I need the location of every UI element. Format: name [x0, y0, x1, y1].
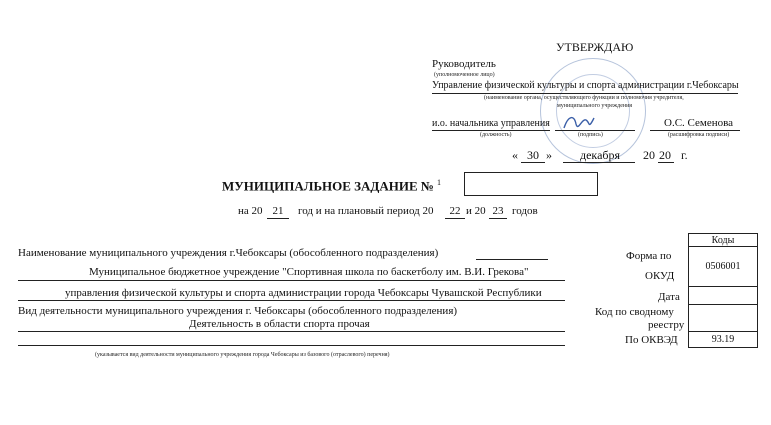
date-quote-open: «	[512, 148, 518, 162]
head-sublabel: (уполномоченное лицо)	[434, 72, 495, 78]
okved-label: По ОКВЭД	[625, 334, 678, 346]
date-month: декабря	[579, 148, 621, 162]
okud-value: 0506001	[688, 246, 758, 287]
form-label: Форма по	[626, 250, 672, 262]
document-title	[222, 178, 441, 194]
registry-label-1: Код по сводному	[595, 306, 674, 318]
period-year3: 23	[492, 205, 504, 217]
activity-value: Деятельность в области спорта прочая	[189, 318, 370, 330]
institution-department: управления физической культуры и спорта администрации города Чебоксары Чувашской Республики	[65, 287, 542, 299]
date-quote-close: »	[546, 148, 552, 162]
date-year-prefix: 20	[643, 148, 655, 162]
activity-note: (указывается вид деятельности муниципального учреждения города Чебоксары из базового (отраслевого) перечня)	[95, 352, 390, 358]
period-years: годов	[512, 205, 538, 217]
date-year-unit: г.	[681, 148, 688, 162]
registry-value	[688, 304, 758, 332]
title-footnote: 1	[436, 178, 441, 187]
position-sublabel: (должность)	[480, 132, 512, 138]
task-number-field[interactable]	[464, 172, 598, 196]
org-sublabel-1: (наименование органа, осуществляющего функции и полномочия учредителя,	[484, 95, 684, 101]
institution-name: Муниципальное бюджетное учреждение "Спортивная школа по баскетболу им. В.И. Грекова"	[89, 266, 529, 278]
head-label: Руководитель	[432, 58, 496, 70]
signer-name: О.С. Семенова	[664, 117, 734, 129]
position: и.о. начальника управления	[432, 118, 550, 129]
document-title-text: МУНИЦИПАЛЬНОЕ ЗАДАНИЕ №	[222, 178, 434, 194]
period-and: и 20	[466, 205, 486, 217]
date-year-suffix: 20	[659, 148, 671, 162]
org-name: Управление физической культуры и спорта администрации г.Чебоксары	[432, 80, 739, 91]
approve-title: УТВЕРЖДАЮ	[556, 40, 634, 54]
signature-sublabel: (подпись)	[578, 132, 603, 138]
date-day: 30	[527, 148, 539, 162]
period-mid: год и на плановый период 20	[298, 205, 434, 217]
okved-value: 93.19	[688, 331, 758, 348]
institution-label: Наименование муниципального учреждения г.Чебоксары (обособленного подразделения)	[18, 247, 439, 259]
period-on: на 20	[238, 205, 263, 217]
period-year2: 22	[449, 205, 461, 217]
okud-label: ОКУД	[645, 270, 675, 282]
registry-label-2: реестру	[648, 319, 685, 331]
date-value	[688, 286, 758, 305]
activity-label: Вид деятельности муниципального учреждения г. Чебоксары (обособленного подразделения)	[18, 305, 458, 317]
name-sublabel: (расшифровка подписи)	[668, 132, 730, 138]
date-label: Дата	[658, 291, 680, 303]
codes-header: Коды	[688, 233, 758, 247]
org-sublabel-2: муниципального учреждения	[557, 103, 633, 109]
period-year1: 21	[272, 205, 284, 217]
